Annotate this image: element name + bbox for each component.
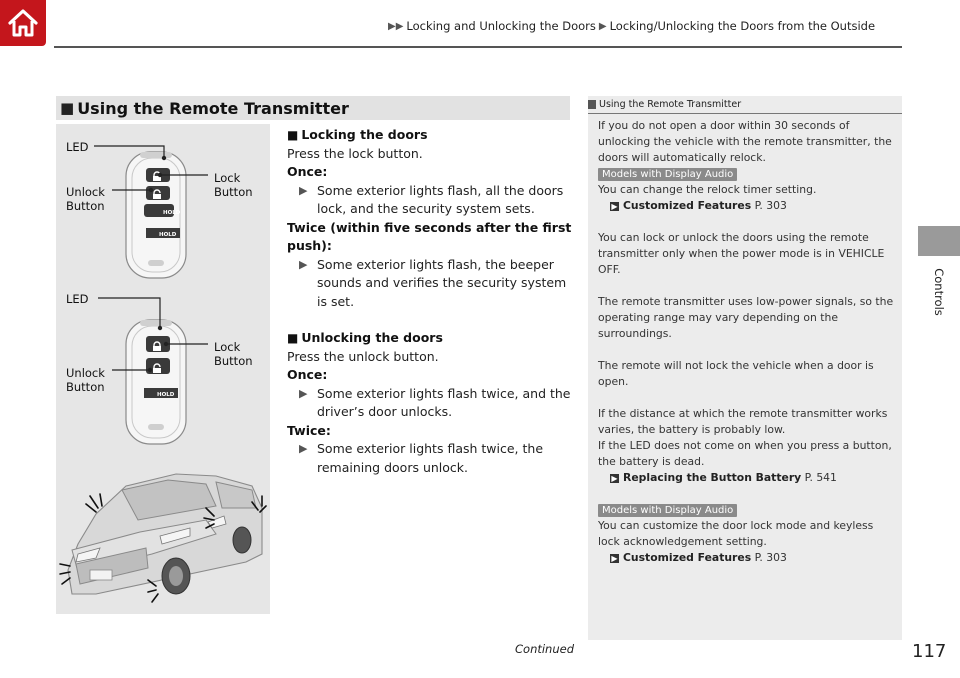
unlock-button-callout-top: Unlock Button	[66, 185, 105, 213]
notes-sidebar	[588, 96, 902, 640]
arrow-icon: ▶	[299, 442, 308, 455]
section-title: Using the Remote Transmitter	[77, 98, 349, 118]
breadcrumb-item[interactable]: Locking/Unlocking the Doors from the Outside	[609, 19, 876, 33]
chapter-tab[interactable]	[918, 226, 960, 256]
unlocking-heading: ■ Unlocking the doors	[287, 330, 443, 345]
locking-twice-item: ▶ Some exterior lights flash, the beeper sounds and verifies the security system is set.	[287, 256, 572, 312]
locking-once-label: Once:	[287, 164, 328, 179]
sidebar-text: The remote will not lock the vehicle when a door is open.	[598, 359, 874, 388]
square-bullet-icon: ■	[60, 99, 75, 117]
page-number: 117	[912, 641, 947, 662]
breadcrumb	[388, 19, 875, 33]
sidebar-text: You can customize the door lock mode and keyless lock acknowledgement setting.	[598, 519, 874, 548]
sidebar-text: You can change the relock timer setting.	[598, 183, 817, 196]
continued-label: Continued	[515, 642, 575, 656]
arrow-icon: ▶	[299, 183, 308, 197]
arrow-icon: ▶	[299, 386, 308, 400]
unlocking-twice-item: ▶ Some exterior lights flash twice, the remaining doors unlock.	[287, 440, 572, 477]
remote-illustration	[56, 124, 270, 614]
cross-reference-link[interactable]: ▶ Replacing the Button Battery P. 541	[611, 471, 837, 484]
breadcrumb-item[interactable]: Locking and Unlocking the Doors	[406, 19, 596, 33]
unlocking-twice-label: Twice:	[287, 422, 331, 438]
square-bullet-icon: ■	[287, 331, 299, 345]
lock-button-callout-top: Lock Button	[214, 171, 253, 199]
sidebar-text: You can lock or unlock the doors using the remote transmitter only when the power mode is in VEHICLE OFF.	[598, 231, 885, 276]
sidebar-text: If the distance at which the remote transmitter works varies, the battery is probably low.	[598, 407, 888, 436]
svg-text:HOLD: HOLD	[163, 210, 181, 216]
sidebar-text: The remote transmitter uses low-power signals, so the operating range may vary depending on the surroundings.	[598, 295, 894, 340]
instructions	[287, 126, 572, 477]
sidebar-text: If the LED does not come on when you press a button, the battery is dead.	[598, 439, 892, 468]
remote-fob-bottom	[126, 320, 186, 444]
model-badge: Models with Display Audio	[598, 504, 737, 517]
home-button[interactable]	[0, 0, 46, 46]
arrow-icon: ▶	[611, 554, 618, 563]
unlocking-once-label: Once:	[287, 367, 328, 382]
breadcrumb-arrow-icon: ▶	[598, 20, 607, 32]
unlocking-intro: Press the unlock button.	[287, 348, 439, 364]
chapter-label: Controls	[932, 268, 946, 316]
note-icon	[588, 100, 596, 109]
sidebar-text: If you do not open a door within 30 seconds of unlocking the vehicle with the remote transmitter, the doors will automatically relock.	[598, 119, 892, 164]
cross-reference-link[interactable]: ▶ Customized Features P. 303	[611, 551, 787, 564]
square-bullet-icon: ■	[287, 128, 299, 142]
svg-text:HOLD: HOLD	[159, 232, 177, 238]
sidebar-title: Using the Remote Transmitter	[599, 99, 742, 110]
unlock-button-callout-bottom: Unlock Button	[66, 366, 105, 394]
breadcrumb-arrow-icon: ▶▶	[388, 20, 404, 32]
lock-button-callout-bottom: Lock Button	[214, 340, 253, 368]
header-divider	[54, 46, 902, 48]
locking-heading: ■ Locking the doors	[287, 127, 428, 142]
section-header	[56, 96, 570, 120]
svg-text:HOLD: HOLD	[157, 392, 175, 398]
cross-reference-link[interactable]: ▶ Customized Features P. 303	[611, 199, 787, 212]
locking-intro: Press the lock button.	[287, 145, 423, 161]
home-icon	[6, 6, 40, 40]
arrow-icon: ▶	[611, 474, 618, 483]
remote-fob-top	[126, 152, 186, 278]
arrow-icon: ▶	[611, 202, 618, 211]
locking-once-item: ▶ Some exterior lights flash, all the doors lock, and the security system sets.	[287, 182, 572, 219]
led-callout-bottom: LED	[66, 292, 89, 306]
locking-twice-label: Twice (within five seconds after the first push):	[287, 219, 572, 253]
led-callout-top: LED	[66, 140, 89, 154]
sidebar-header	[588, 96, 902, 114]
model-badge: Models with Display Audio	[598, 168, 737, 181]
unlocking-once-item: ▶ Some exterior lights flash twice, and the driver’s door unlocks.	[287, 385, 572, 422]
truck-illustration	[60, 474, 266, 602]
arrow-icon: ▶	[299, 257, 308, 271]
